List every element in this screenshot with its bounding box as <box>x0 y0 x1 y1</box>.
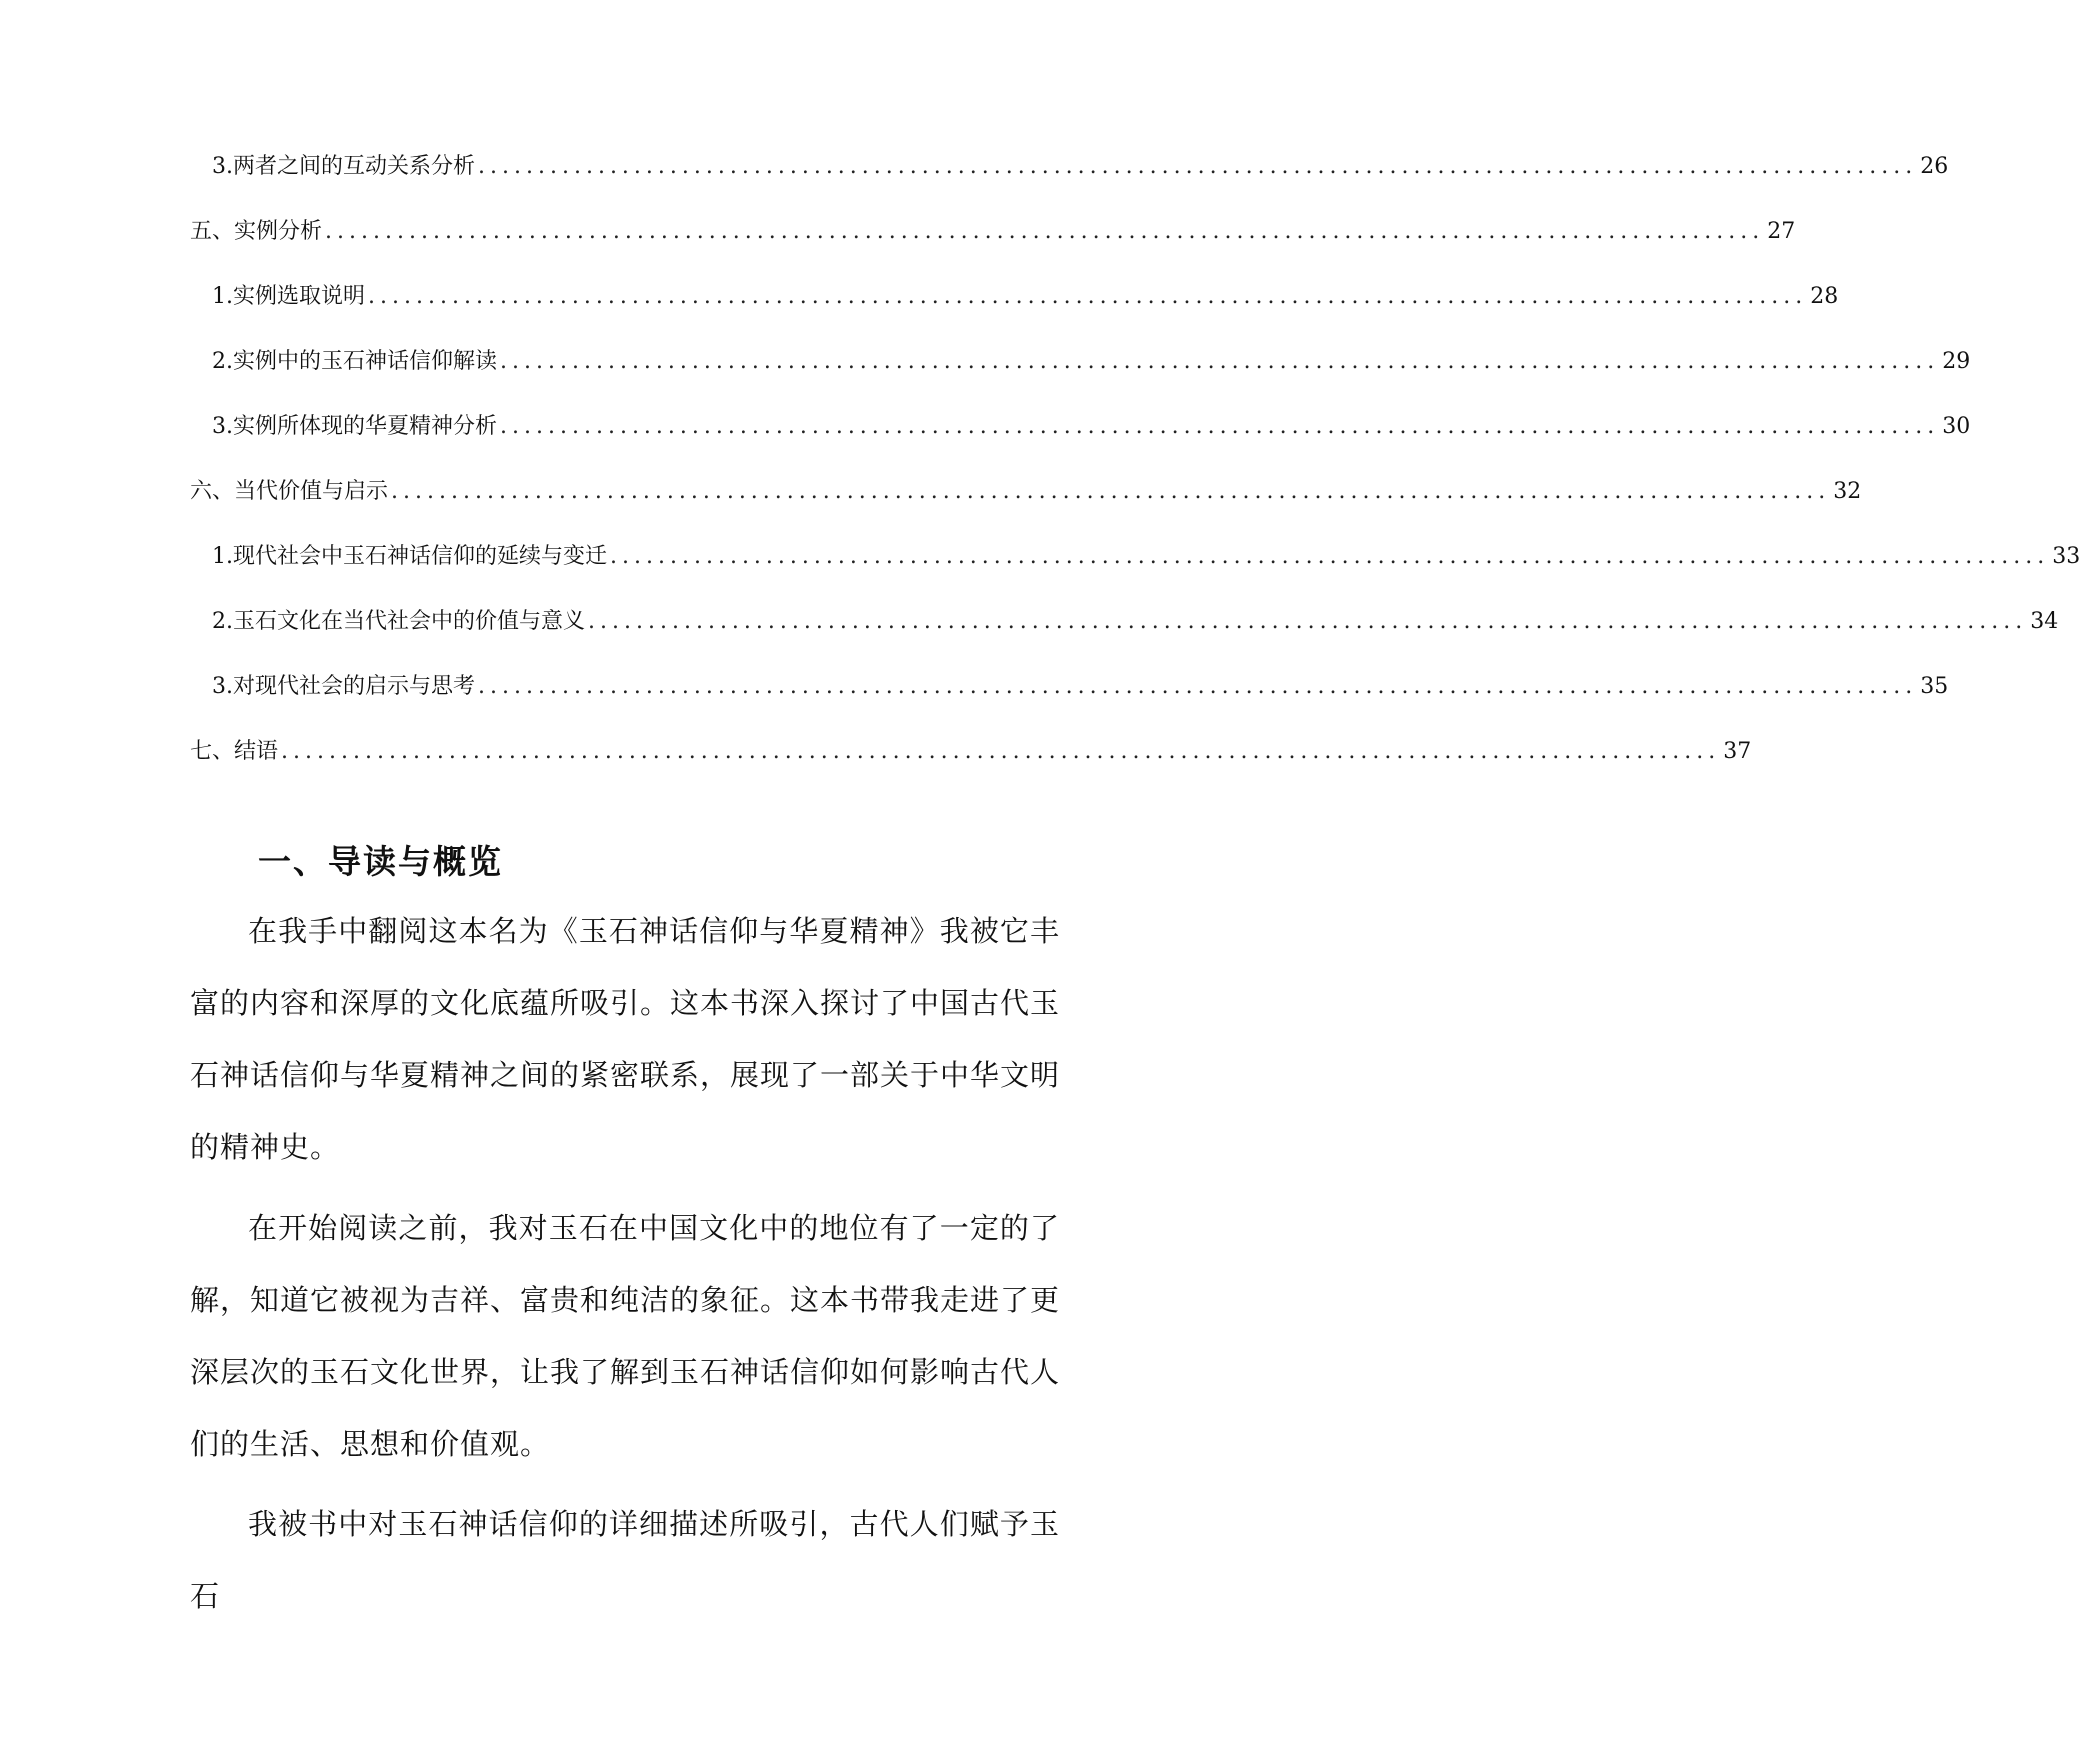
toc-entry-page: 26 <box>1920 154 1949 179</box>
toc-entry-number: 3. <box>212 154 233 179</box>
toc-entry[interactable] <box>190 477 1862 507</box>
toc-entry-title: 实例选取说明 <box>233 284 366 309</box>
toc-leader-dots: ........................................................................................................................ <box>588 609 2028 634</box>
toc-leader-dots: ........................................................................................................................ <box>478 154 1918 179</box>
toc-entry-title: 六、当代价值与启示 <box>190 479 389 504</box>
toc-leader-dots: ........................................................................................................................ <box>478 674 1918 699</box>
section-heading: 一、导读与概览 <box>258 842 503 881</box>
toc-entry[interactable] <box>212 152 1949 182</box>
toc-entry-number: 3. <box>212 414 233 439</box>
toc-entry[interactable] <box>212 412 1971 442</box>
toc-entry[interactable] <box>212 672 1949 702</box>
toc-leader-dots: ........................................................................................................................ <box>500 414 1940 439</box>
toc-entry[interactable] <box>190 217 1796 247</box>
toc-entry-page: 35 <box>1920 674 1949 699</box>
toc-entry-title: 对现代社会的启示与思考 <box>233 674 476 699</box>
toc-entry-title: 两者之间的互动关系分析 <box>233 154 476 179</box>
toc-entry-title: 实例所体现的华夏精神分析 <box>233 414 498 439</box>
toc-entry-title: 现代社会中玉石神话信仰的延续与变迁 <box>233 544 608 569</box>
toc-leader-dots: ........................................................................................................................ <box>610 544 2050 569</box>
toc-entry-page: 29 <box>1942 349 1971 374</box>
toc-entry-number: 2. <box>212 349 233 374</box>
toc-entry-number: 3. <box>212 674 233 699</box>
toc-entry-number: 2. <box>212 609 233 634</box>
toc-leader-dots: ........................................................................................................................ <box>368 284 1808 309</box>
body-paragraph: 我被书中对玉石神话信仰的详细描述所吸引，古代人们赋予玉石 <box>190 1507 1060 1613</box>
toc-entry-page: 27 <box>1767 219 1796 244</box>
toc-entry-page: 28 <box>1810 284 1839 309</box>
toc-entry-title: 实例中的玉石神话信仰解读 <box>233 349 498 374</box>
toc-entry-title: 七、结语 <box>190 739 279 764</box>
toc-entry[interactable] <box>212 347 1971 377</box>
body-paragraph: 在我手中翻阅这本名为《玉石神话信仰与华夏精神》我被它丰富的内容和深厚的文化底蕴所吸引。这本书深入探讨了中国古代玉石神话信仰与华夏精神之间的紧密联系，展现了一部关于中华文明的精神史。 <box>190 914 1061 1164</box>
body-paragraph: 在开始阅读之前，我对玉石在中国文化中的地位有了一定的了解，知道它被视为吉祥、富贵和纯洁的象征。这本书带我走进了更深层次的玉石文化世界，让我了解到玉石神话信仰如何影响古代人们的生活、思想和价值观。 <box>190 1211 1061 1461</box>
toc-leader-dots: ........................................................................................................................ <box>325 219 1765 244</box>
toc-entry-number: 1. <box>212 544 233 569</box>
toc-entry-number: 1. <box>212 284 233 309</box>
toc-leader-dots: ........................................................................................................................ <box>391 479 1831 504</box>
toc-entry-title: 玉石文化在当代社会中的价值与意义 <box>233 609 586 634</box>
toc-entry[interactable] <box>212 542 2080 572</box>
toc-entry-page: 30 <box>1942 414 1971 439</box>
toc-entry-page: 37 <box>1723 739 1752 764</box>
toc-entry-page: 34 <box>2030 609 2059 634</box>
toc-entry[interactable] <box>190 737 1752 767</box>
toc-entry[interactable] <box>212 607 2059 637</box>
toc-entry-page: 33 <box>2052 544 2080 569</box>
toc-entry-title: 五、实例分析 <box>190 219 323 244</box>
toc-entry-page: 32 <box>1833 479 1862 504</box>
toc-entry[interactable] <box>212 282 1839 312</box>
toc-leader-dots: ........................................................................................................................ <box>500 349 1940 374</box>
toc-leader-dots: ........................................................................................................................ <box>281 739 1721 764</box>
